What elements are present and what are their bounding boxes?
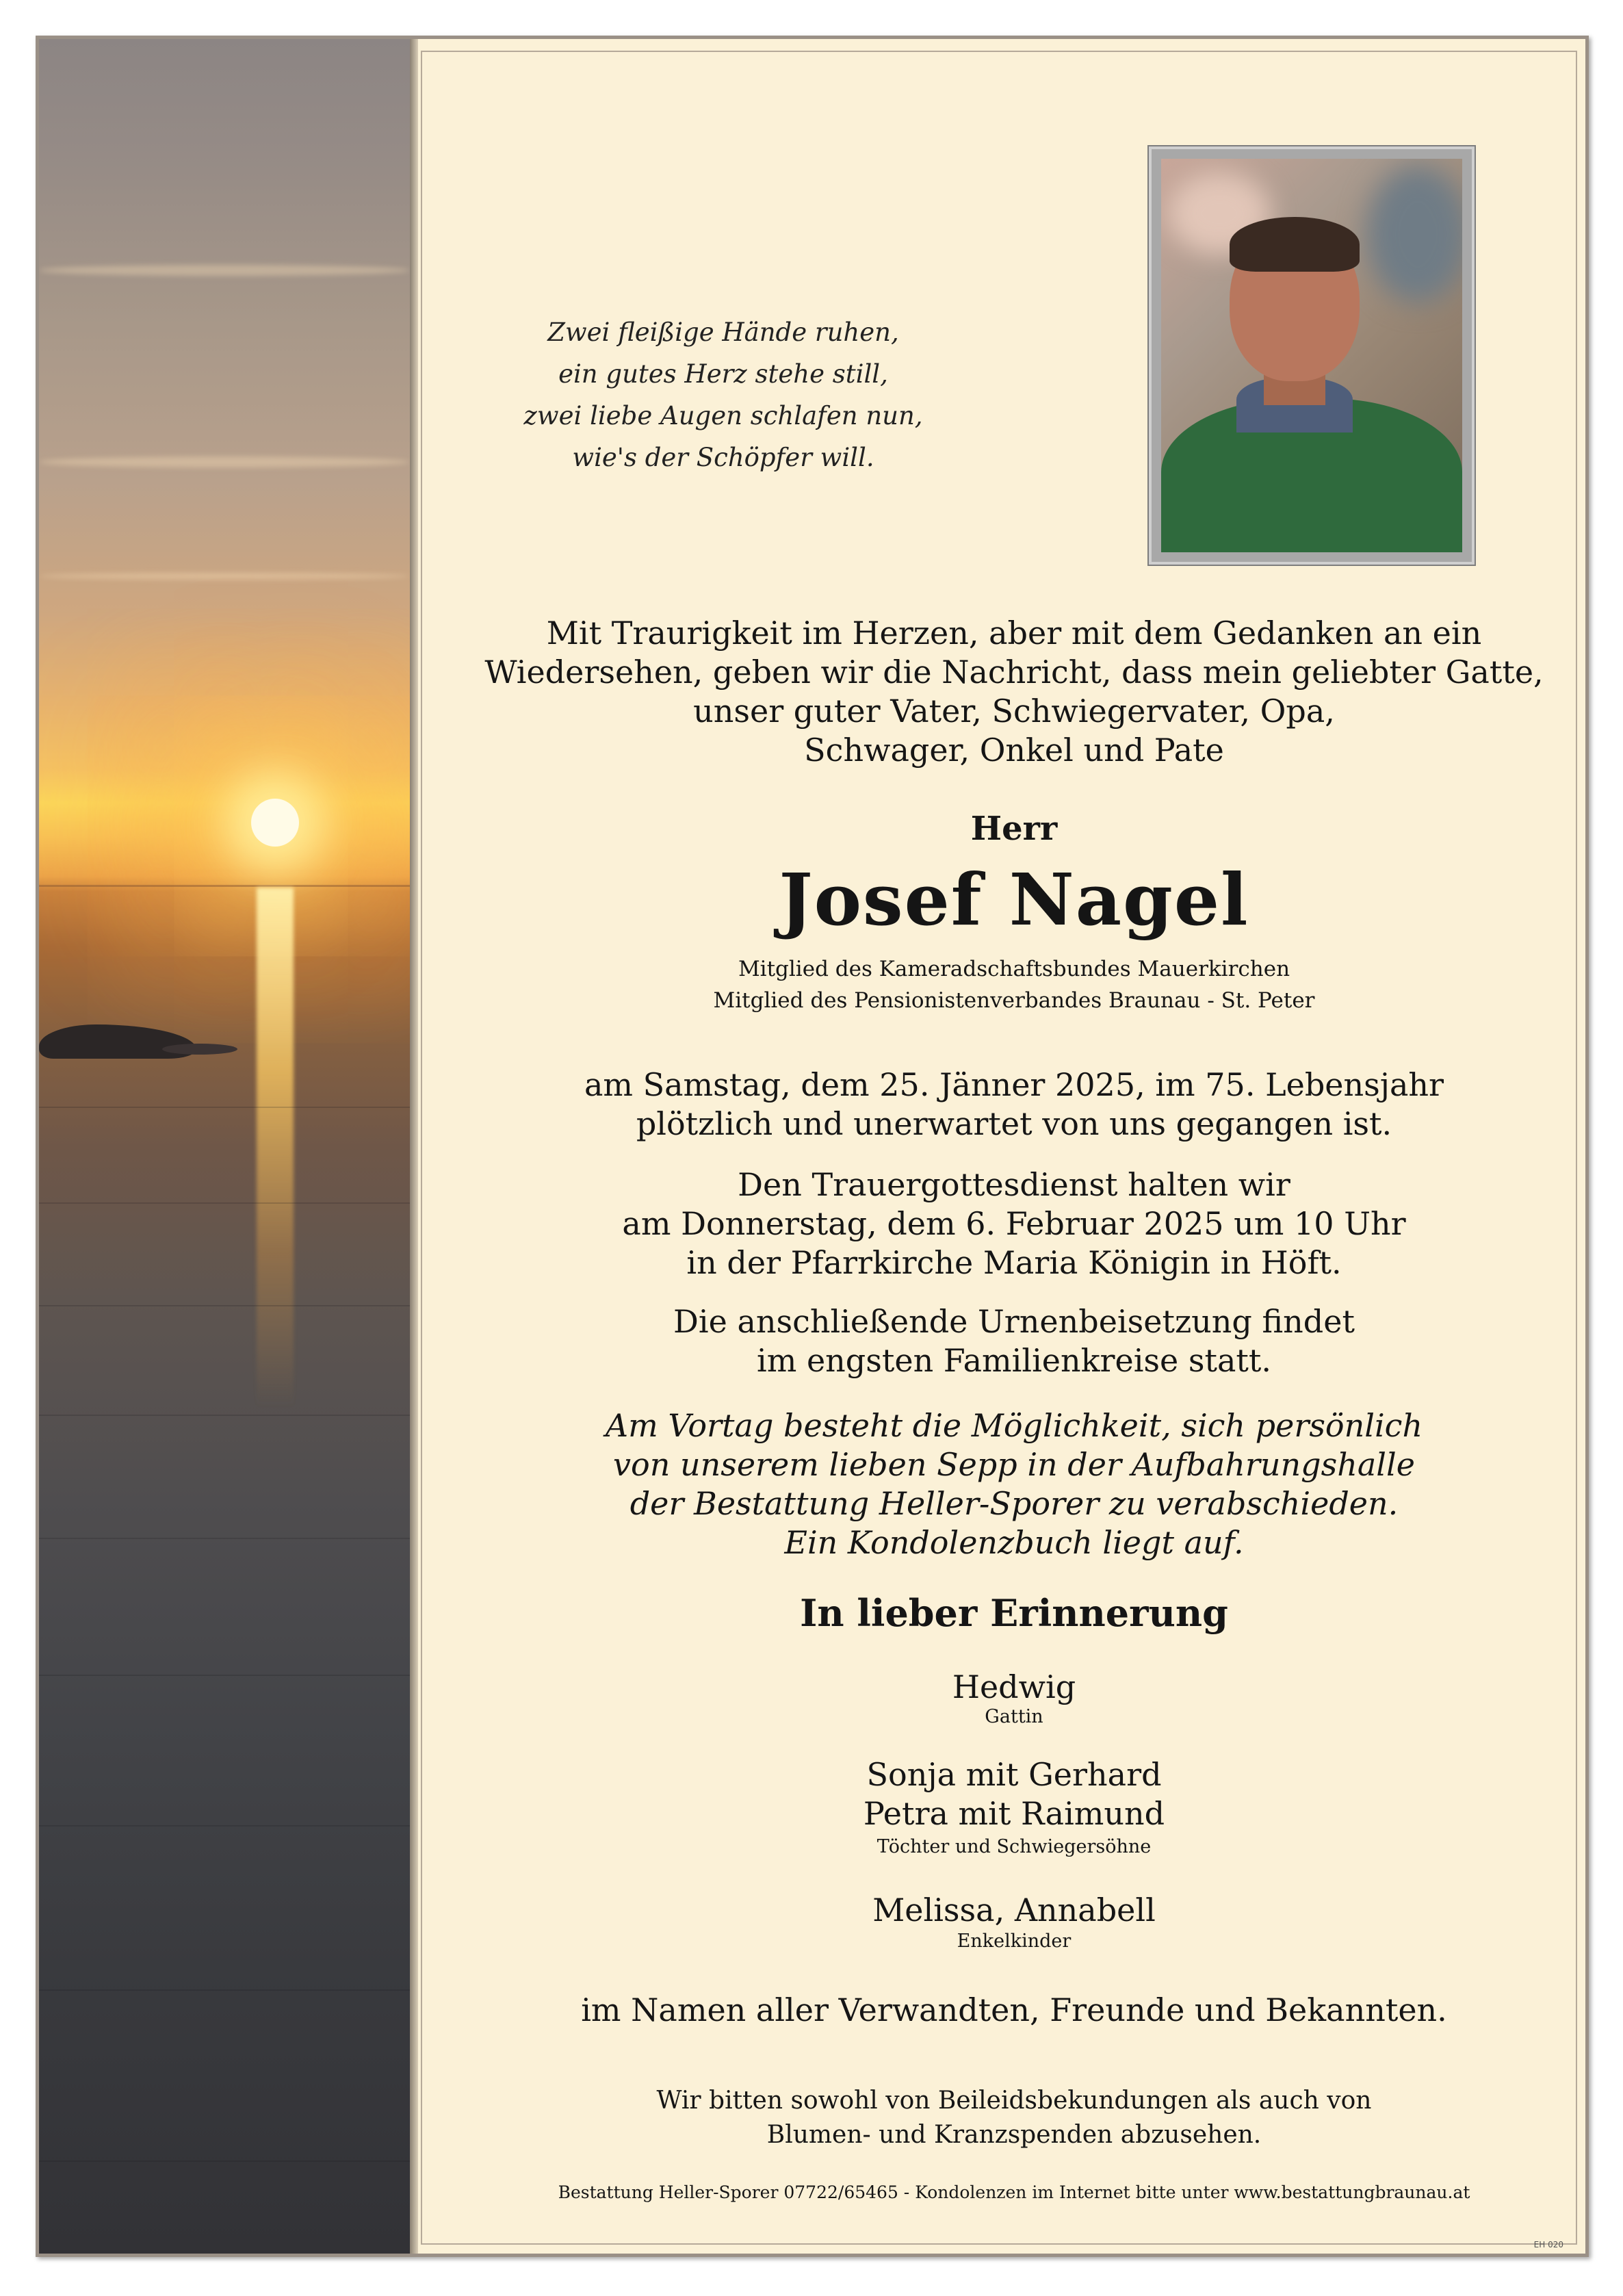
- death-line: plötzlich und unerwartet von uns gegangen ist.: [636, 1105, 1392, 1142]
- verse-line: wie's der Schöpfer will.: [572, 443, 874, 472]
- mourner-grandchildren: Melissa, Annabell: [872, 1892, 1156, 1929]
- sun-reflection: [257, 888, 294, 1408]
- wave-line: [39, 1415, 410, 1416]
- rock-outcrop: [39, 1024, 196, 1059]
- wave-line: [39, 1825, 410, 1827]
- portrait-frame: [1147, 145, 1476, 566]
- intro-line: Schwager, Onkel und Pate: [804, 732, 1224, 769]
- wave-line: [39, 1989, 410, 1991]
- intro-line: unser guter Vater, Schwiegervater, Opa,: [693, 693, 1335, 730]
- daughter-line: Petra mit Raimund: [863, 1795, 1165, 1832]
- cloud-streak: [39, 573, 410, 580]
- horizon-line: [39, 885, 410, 887]
- template-code: EH 020: [1533, 2240, 1563, 2249]
- verse-line: ein gutes Herz stehe still,: [558, 359, 888, 389]
- mourner-daughters-role: Töchter und Schwiegersöhne: [877, 1836, 1152, 1857]
- death-notice: [450, 1066, 1579, 1144]
- service-line: in der Pfarrkirche Maria Königin in Höft.: [686, 1244, 1342, 1281]
- viewing-line: Am Vortag besteht die Möglichkeit, sich persönlich: [605, 1407, 1423, 1444]
- viewing-line: Ein Kondolenzbuch liegt auf.: [784, 1524, 1244, 1561]
- verse-line: Zwei fleißige Hände ruhen,: [547, 318, 899, 347]
- image-edge-bevel: [410, 39, 418, 2254]
- memberships: [450, 953, 1579, 1016]
- mourner-wife: Hedwig: [952, 1668, 1076, 1705]
- request-text: [450, 2084, 1579, 2152]
- hair: [1230, 217, 1360, 272]
- sun: [251, 799, 299, 847]
- death-line: am Samstag, dem 25. Jänner 2025, im 75. Lebensjahr: [584, 1066, 1444, 1103]
- cloud-streak: [39, 265, 410, 276]
- viewing-info: [450, 1406, 1579, 1562]
- membership-line: Mitglied des Kameradschaftsbundes Mauerkirchen: [738, 957, 1290, 981]
- sunset-sea-image: [39, 39, 410, 2254]
- urn-line: im engsten Familienkreise statt.: [757, 1342, 1271, 1379]
- cloud-streak: [39, 456, 410, 467]
- service-line: Den Trauergottesdienst halten wir: [738, 1166, 1290, 1203]
- background-blur: [1366, 166, 1462, 302]
- mourner-others: im Namen aller Verwandten, Freunde und Bekannten.: [581, 1991, 1447, 2028]
- request-line: Blumen- und Kranzspenden abzusehen.: [766, 2121, 1262, 2149]
- wave-line: [39, 1675, 410, 1676]
- poem-verse: [504, 311, 942, 478]
- portrait-photo: [1161, 159, 1462, 552]
- daughter-line: Sonja mit Gerhard: [866, 1756, 1162, 1793]
- mourner-daughters: [450, 1755, 1579, 1833]
- mourner-grandchildren-role: Enkelkinder: [957, 1931, 1072, 1952]
- verse-line: zwei liebe Augen schlafen nun,: [523, 401, 923, 430]
- service-info: [450, 1165, 1579, 1282]
- intro-line: Mit Traurigkeit im Herzen, aber mit dem Gedanken an ein: [546, 615, 1482, 652]
- wave-line: [39, 1538, 410, 1539]
- footer-contact: Bestattung Heller-Sporer 07722/65465 - Kondolenzen im Internet bitte unter www.bestattungbraunau.at: [558, 2182, 1470, 2202]
- viewing-line: der Bestattung Heller-Sporer zu verabschieden.: [629, 1485, 1399, 1522]
- obituary-card: [36, 36, 1589, 2257]
- urn-info: [450, 1302, 1579, 1380]
- salutation: Herr: [970, 810, 1058, 848]
- wave-line: [39, 1107, 410, 1108]
- service-line: am Donnerstag, dem 6. Februar 2025 um 10 Uhr: [622, 1205, 1406, 1242]
- wave-line: [39, 2160, 410, 2162]
- mourner-wife-role: Gattin: [985, 1706, 1043, 1727]
- memorial-heading: In lieber Erinnerung: [800, 1591, 1228, 1635]
- wave-line: [39, 1305, 410, 1306]
- rock-outcrop: [162, 1044, 237, 1055]
- viewing-line: von unserem lieben Sepp in der Aufbahrungshalle: [613, 1446, 1415, 1483]
- wave-line: [39, 1202, 410, 1204]
- intro-text: [450, 614, 1579, 770]
- request-line: Wir bitten sowohl von Beileidsbekundungen als auch von: [656, 2087, 1372, 2115]
- urn-line: Die anschließende Urnenbeisetzung findet: [673, 1303, 1355, 1340]
- membership-line: Mitglied des Pensionistenverbandes Braunau - St. Peter: [713, 988, 1315, 1013]
- deceased-name: Josef Nagel: [779, 857, 1249, 942]
- intro-line: Wiedersehen, geben wir die Nachricht, dass mein geliebter Gatte,: [484, 654, 1544, 691]
